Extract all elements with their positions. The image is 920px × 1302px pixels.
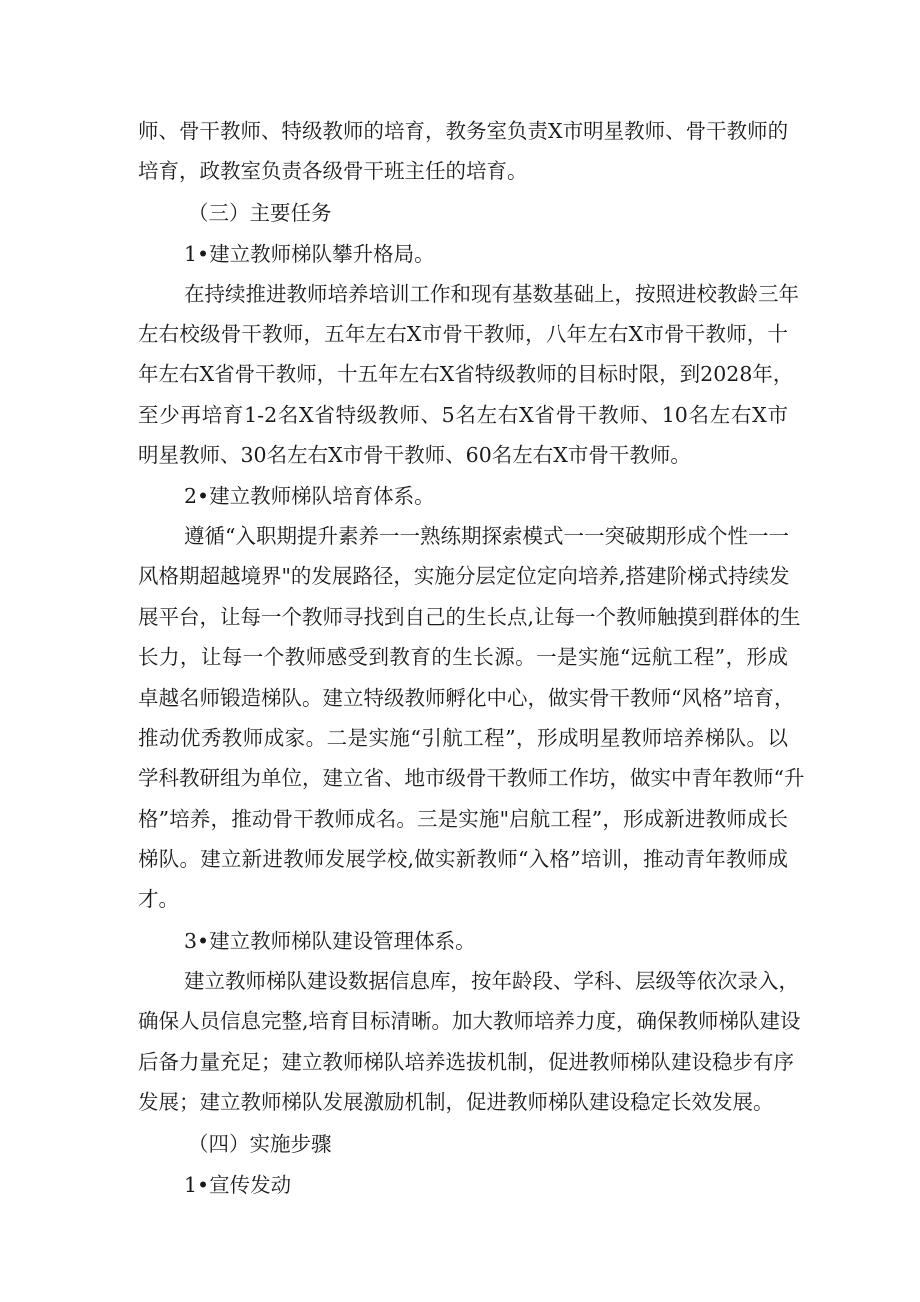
text-line: 展平台，让每一个教师寻找到自己的生长点,让每一个教师触摸到群体的生	[138, 605, 801, 629]
text-line: 卓越名师锻造梯队。建立特级教师孵化中心，做实骨干教师“风格”培育，	[138, 686, 795, 710]
subsection-heading: 2•建立教师梯队培育体系。	[184, 484, 435, 508]
text-line: 师、骨干教师、特级教师的培育，教务室负责X市明星教师、骨干教师的	[138, 119, 789, 143]
text-line: 在持续推进教师培养培训工作和现有基数基础上，按照进校教龄三年	[184, 282, 799, 306]
text-line: 梯队。建立新进教师发展学校,做实新教师“入格”培训，推动青年教师成	[138, 847, 788, 871]
section-heading: （三）主要任务	[188, 201, 332, 225]
text-line: 遵循“入职期提升素养一一熟练期探索模式一一突破期形成个性一一	[184, 524, 789, 548]
text-line: 发展；建立教师梯队发展激励机制，促进教师梯队建设稳定长效发展。	[138, 1090, 774, 1114]
subsection-heading: 1•建立教师梯队攀升格局。	[184, 242, 435, 266]
text-line: 培育，政教室负责各级骨干班主任的培育。	[138, 159, 528, 183]
subsection-heading: 3•建立教师梯队建设管理体系。	[184, 929, 476, 953]
text-line: 明星教师、30名左右X市骨干教师、60名左右X市骨干教师。	[138, 443, 691, 467]
text-line: 推动优秀教师成家。二是实施“引航工程”，形成明星教师培养梯队。以	[138, 726, 788, 750]
text-line: 风格期超越境界"的发展路径，实施分层定位定向培养,搭建阶梯式持续发	[138, 564, 790, 588]
subsection-heading: 1•宣传发动	[184, 1173, 292, 1197]
text-line: 长力，让每一个教师感受到教育的生长源。一是实施“远航工程”，形成	[138, 645, 788, 669]
text-line: 格”培养，推动骨干教师成名。三是实施"启航工程”，形成新进教师成长	[138, 807, 788, 831]
section-heading: （四）实施步骤	[188, 1132, 332, 1156]
text-line: 后备力量充足；建立教师梯队培养选拔机制，促进教师梯队建设稳步有序	[138, 1050, 794, 1074]
text-line: 建立教师梯队建设数据信息库，按年龄段、学科、层级等依次录入，	[184, 969, 799, 993]
text-line: 左右校级骨干教师，五年左右X市骨干教师，八年左右X市骨干教师，十	[138, 322, 788, 346]
text-line: 学科教研组为单位，建立省、地市级骨干教师工作坊，做实中青年教师“升	[138, 766, 805, 790]
text-line: 年左右X省骨干教师，十五年左右X省特级教师的目标时限，到2028年，	[138, 362, 794, 386]
text-line: 才。	[138, 887, 179, 911]
text-line: 确保人员信息完整,培育目标清晰。加大教师培养力度，确保教师梯队建设	[138, 1009, 801, 1033]
text-line: 至少再培育1-2名X省特级教师、5名左右X省骨干教师、10名左右X市	[138, 403, 788, 427]
